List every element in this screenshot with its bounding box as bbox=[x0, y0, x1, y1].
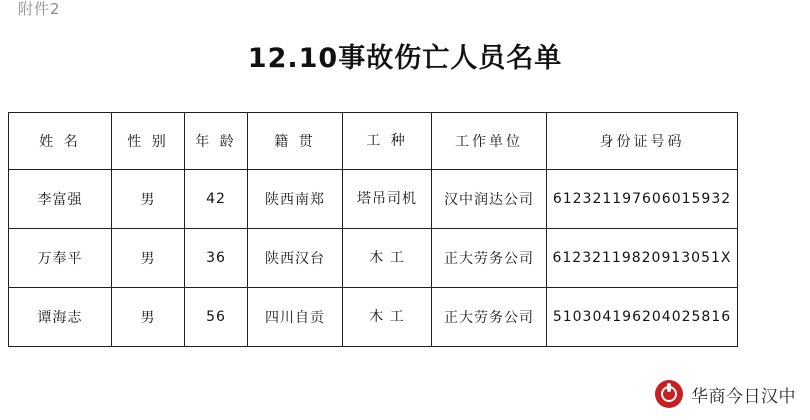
cell-job-type bbox=[343, 288, 432, 347]
cell-native-place: 四川自贡 bbox=[248, 288, 343, 347]
table-header bbox=[9, 113, 738, 170]
table-body bbox=[9, 170, 738, 347]
cell-job-type bbox=[343, 229, 432, 288]
cell-job-type-text: 木 工 bbox=[369, 308, 405, 325]
column-header-id-number: 身份证号码 bbox=[547, 113, 738, 170]
casualty-roster-table-wrap bbox=[8, 112, 732, 347]
wechat-account-logo-icon bbox=[655, 380, 683, 408]
cell-work-unit: 汉中润达公司 bbox=[432, 170, 547, 229]
cell-id-number: 61232119820913051X bbox=[547, 229, 738, 288]
table-row bbox=[9, 288, 738, 347]
column-header-native-place: 籍 贯 bbox=[248, 113, 343, 170]
casualty-roster-table bbox=[8, 112, 738, 347]
cell-job-type-text: 木 工 bbox=[369, 249, 405, 266]
footer-brand-label: 华商今日汉中 bbox=[691, 386, 796, 407]
table-row bbox=[9, 170, 738, 229]
cell-job-type bbox=[343, 170, 432, 229]
cell-gender: 男 bbox=[112, 229, 185, 288]
column-header-name: 姓 名 bbox=[9, 113, 112, 170]
cell-gender: 男 bbox=[112, 288, 185, 347]
cell-id-number: 510304196204025816 bbox=[547, 288, 738, 347]
cell-name: 万奉平 bbox=[9, 229, 112, 288]
cell-age: 36 bbox=[185, 229, 248, 288]
cell-age: 42 bbox=[185, 170, 248, 229]
attachment-label: 附件2 bbox=[18, 0, 61, 18]
table-row bbox=[9, 229, 738, 288]
cell-work-unit: 正大劳务公司 bbox=[432, 288, 547, 347]
cell-gender: 男 bbox=[112, 170, 185, 229]
cell-job-type-text: 塔吊司机 bbox=[357, 190, 417, 207]
cell-name: 李富强 bbox=[9, 170, 112, 229]
cell-age: 56 bbox=[185, 288, 248, 347]
cell-native-place: 陕西汉台 bbox=[248, 229, 343, 288]
cell-native-place: 陕西南郑 bbox=[248, 170, 343, 229]
table-header-row bbox=[9, 113, 738, 170]
page-title: 12.10事故伤亡人员名单 bbox=[247, 43, 563, 74]
column-header-age: 年 龄 bbox=[185, 113, 248, 170]
cell-name: 谭海志 bbox=[9, 288, 112, 347]
cell-work-unit: 正大劳务公司 bbox=[432, 229, 547, 288]
column-header-gender: 性 别 bbox=[112, 113, 185, 170]
column-header-work-unit: 工作单位 bbox=[432, 113, 547, 170]
column-header-job-type: 工 种 bbox=[343, 113, 432, 170]
cell-id-number: 612321197606015932 bbox=[547, 170, 738, 229]
footer-brand bbox=[655, 380, 796, 408]
